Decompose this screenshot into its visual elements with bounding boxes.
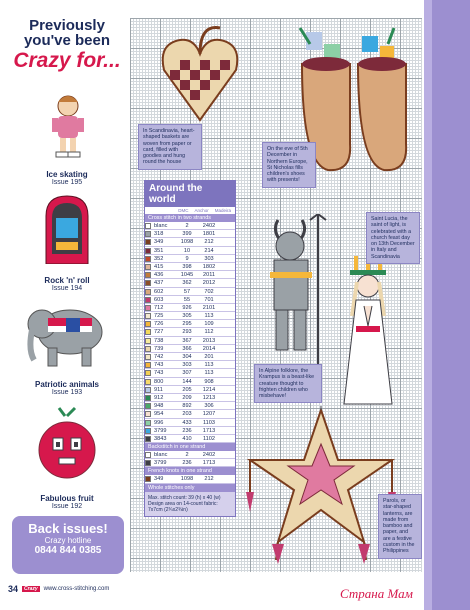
key-row — [145, 419, 235, 427]
sidebar-title-line1: Previously — [29, 17, 105, 34]
key-row — [145, 435, 235, 443]
thread-madeira: 113 — [204, 313, 214, 320]
thread-madeira: 702 — [204, 288, 214, 295]
sidebar-crazy-for: Crazy for... — [13, 49, 121, 72]
sidebar-item-issue: Issue 194 — [51, 285, 83, 292]
key-row — [145, 296, 235, 304]
thread-anchor: 57 — [183, 288, 191, 295]
elephant-image — [26, 300, 108, 370]
thread-anchor: 1098 — [180, 239, 194, 246]
thread-madeira: 109 — [204, 321, 214, 328]
thread-anchor: 2 — [185, 223, 189, 229]
thread-anchor: 205 — [182, 386, 192, 393]
sidebar-item-issue: Issue 195 — [51, 179, 83, 186]
key-row — [145, 222, 235, 230]
thread-dmc: 3843 — [154, 435, 167, 442]
thread-dmc: 996 — [154, 419, 164, 426]
thread-anchor: 305 — [182, 313, 192, 320]
key-row — [145, 312, 235, 320]
thread-swatch — [145, 403, 151, 409]
key-row — [145, 427, 235, 435]
thread-madeira: 908 — [204, 378, 214, 385]
thread-dmc: 725 — [154, 313, 164, 320]
thread-anchor: 433 — [182, 419, 192, 426]
sidebar-item-fabulous-fruit[interactable] — [8, 494, 126, 510]
sidebar-item-name: Patriotic animals — [34, 380, 100, 389]
thread-madeira: 1103 — [202, 419, 216, 426]
thread-dmc: 436 — [154, 272, 164, 279]
key-rows-cross — [145, 222, 235, 443]
thread-dmc: blanc — [154, 223, 168, 229]
thread-madeira: 2402 — [202, 452, 216, 459]
thread-anchor: 10 — [183, 247, 191, 254]
thread-dmc: 727 — [154, 329, 164, 336]
thread-anchor: 295 — [182, 321, 192, 328]
parol-star-motif — [246, 404, 396, 564]
note-heart-baskets: In Scandinavia, heart-shaped baskets are woven from paper or card, filled with goodies and hung round the house — [138, 124, 202, 170]
key-rows-backstitch — [145, 451, 235, 467]
note-st-nicholas: On the eve of 5th December in Northern Europe, St Nicholas fills children's shoes with presents! — [262, 142, 316, 188]
thread-anchor: 892 — [182, 403, 192, 410]
key-row — [145, 230, 235, 238]
thread-swatch — [145, 231, 151, 237]
thread-anchor: 1045 — [180, 272, 194, 279]
thread-dmc: 352 — [154, 255, 164, 262]
thread-madeira: 214 — [204, 247, 214, 254]
thread-madeira: 2013 — [202, 337, 216, 344]
thread-anchor: 926 — [182, 304, 192, 311]
thread-swatch — [145, 338, 151, 344]
thread-swatch — [145, 264, 151, 270]
thread-anchor: 9 — [185, 255, 189, 262]
thread-madeira: 112 — [204, 329, 214, 336]
thread-swatch — [145, 362, 151, 368]
jukebox-image — [42, 194, 92, 264]
thread-swatch — [145, 256, 151, 262]
thread-swatch — [145, 313, 151, 319]
thread-dmc: 437 — [154, 280, 164, 287]
sidebar-title-line2: you've been — [23, 32, 111, 49]
legend-anchor: Anchor — [194, 208, 209, 213]
thread-madeira: 212 — [204, 476, 214, 483]
key-row — [145, 361, 235, 369]
thread-swatch — [145, 297, 151, 303]
krampus-motif — [262, 214, 332, 364]
crazy-logo: Crazy — [24, 586, 38, 592]
thread-madeira: 113 — [204, 370, 214, 377]
thread-madeira: 113 — [204, 362, 214, 369]
thread-key — [144, 180, 236, 517]
sidebar — [8, 18, 126, 580]
saint-lucia-motif — [338, 256, 398, 406]
thread-madeira: 1207 — [202, 411, 216, 418]
thread-anchor: 209 — [182, 394, 192, 401]
thread-madeira: 1213 — [202, 394, 216, 401]
key-row — [145, 378, 235, 386]
thread-swatch — [145, 346, 151, 352]
thread-madeira: 201 — [204, 354, 214, 360]
key-row — [145, 255, 235, 263]
key-row — [145, 402, 235, 410]
thread-anchor: 304 — [182, 354, 192, 360]
thread-swatch — [145, 280, 151, 286]
key-row — [145, 320, 235, 328]
thread-dmc: 318 — [154, 231, 164, 238]
key-row — [145, 353, 235, 361]
thread-dmc: 603 — [154, 296, 164, 303]
key-row — [145, 369, 235, 377]
thread-swatch — [145, 460, 151, 466]
thread-anchor: 236 — [182, 427, 192, 434]
thread-swatch — [145, 289, 151, 295]
heart-basket-motif — [160, 24, 242, 124]
sidebar-item-issue: Issue 192 — [51, 503, 83, 510]
thread-swatch — [145, 411, 151, 417]
thread-dmc: 954 — [154, 411, 164, 418]
thread-madeira: 2101 — [202, 304, 216, 311]
key-row — [145, 263, 235, 271]
thread-madeira: 2014 — [202, 345, 216, 352]
sidebar-item-rock-n-roll[interactable] — [8, 276, 126, 292]
thread-dmc: 349 — [154, 239, 164, 246]
key-row — [145, 394, 235, 402]
thread-swatch — [145, 452, 151, 458]
thread-anchor: 293 — [182, 329, 192, 336]
thread-anchor: 203 — [182, 411, 192, 418]
thread-anchor: 398 — [182, 263, 192, 270]
thread-madeira: 701 — [204, 296, 214, 303]
key-row — [145, 328, 235, 336]
thread-madeira: 212 — [204, 239, 214, 246]
thread-swatch — [145, 354, 151, 360]
sidebar-item-name: Ice skating — [46, 170, 88, 179]
thread-dmc: 415 — [154, 263, 164, 270]
legend-madeira: Madeira — [214, 208, 231, 213]
back-issues-title: Back issues! — [28, 521, 108, 536]
thread-madeira: 2012 — [202, 280, 216, 287]
page-edge-inner — [424, 0, 432, 610]
key-row — [145, 386, 235, 394]
thread-dmc: 738 — [154, 337, 164, 344]
thread-anchor: 367 — [182, 337, 192, 344]
note-parol: Parols, or star-shaped lanterns, are made from bamboo and paper, and are a festive custom in the Philippines — [378, 494, 422, 559]
thread-dmc: 3799 — [154, 460, 167, 467]
key-section-whole: Whole stitches only — [145, 484, 235, 492]
back-issues-hotline: Crazy hotline — [44, 536, 92, 545]
thread-swatch — [145, 305, 151, 311]
thread-anchor: 1098 — [180, 476, 194, 483]
thread-dmc: 743 — [154, 370, 164, 377]
thread-anchor: 410 — [182, 435, 192, 442]
raspberry-image — [35, 406, 99, 486]
thread-dmc: 800 — [154, 378, 164, 385]
thread-swatch — [145, 476, 151, 482]
thread-madeira: 1713 — [202, 427, 216, 434]
thread-dmc: 912 — [154, 394, 164, 401]
page-footer — [8, 584, 109, 594]
sidebar-item-ice-skating[interactable] — [8, 170, 126, 186]
key-row — [145, 475, 235, 483]
thread-madeira: 303 — [204, 255, 214, 262]
key-rows-french — [145, 475, 235, 483]
sidebar-item-name: Rock 'n' roll — [44, 276, 90, 285]
thread-anchor: 144 — [182, 378, 192, 385]
thread-swatch — [145, 387, 151, 393]
thread-dmc: 351 — [154, 247, 164, 254]
thread-madeira: 1713 — [202, 460, 216, 467]
note-saint-lucia: Saint Lucia, the saint of light, is celebrated with a church feast day on 13th December in Italy and Scandinavia — [366, 212, 420, 264]
legend-dmc: DMC — [178, 208, 189, 213]
thread-dmc: 911 — [154, 386, 163, 393]
thread-madeira: 306 — [204, 403, 214, 410]
key-footer: Max. stitch count: 39 (h) x 40 (w) Design area on 14-count fabric: 7x7cm (2¾x2¾in) — [145, 492, 235, 516]
key-row — [145, 279, 235, 287]
back-issues-box[interactable] — [12, 516, 124, 574]
thread-swatch — [145, 436, 151, 442]
thread-anchor: 2 — [185, 452, 189, 459]
key-section-french: French knots in one strand — [145, 467, 235, 475]
thread-swatch — [145, 239, 151, 245]
thread-swatch — [145, 379, 151, 385]
thread-dmc: 742 — [154, 354, 164, 360]
sidebar-item-issue: Issue 193 — [51, 389, 83, 396]
key-section-backstitch: Backstitch in one strand — [145, 443, 235, 451]
thread-swatch — [145, 395, 151, 401]
key-row — [145, 271, 235, 279]
thread-dmc: 739 — [154, 345, 164, 352]
thread-dmc: 712 — [154, 304, 164, 311]
thread-dmc: 3799 — [154, 427, 167, 434]
thread-madeira: 2011 — [202, 272, 216, 279]
note-krampus: In Alpine folklore, the Krampus is a beast-like creature thought to frighten children who misbehave! — [254, 364, 322, 403]
sidebar-item-patriotic-animals[interactable] — [8, 380, 126, 396]
key-row — [145, 288, 235, 296]
watermark: Страна Мам — [340, 586, 413, 601]
thread-dmc: 743 — [154, 362, 164, 369]
key-row — [145, 451, 235, 459]
thread-dmc: 349 — [154, 476, 164, 483]
page-number: 34 — [8, 584, 19, 594]
thread-anchor: 55 — [183, 296, 191, 303]
sidebar-item-name: Fabulous fruit — [40, 494, 94, 503]
thread-swatch — [145, 272, 151, 278]
key-title: Around the world — [145, 181, 235, 207]
thread-madeira: 1214 — [202, 386, 216, 393]
thread-dmc: 948 — [154, 403, 164, 410]
thread-swatch — [145, 248, 151, 254]
thread-anchor: 303 — [182, 362, 192, 369]
thread-dmc: 602 — [154, 288, 164, 295]
key-row — [145, 238, 235, 246]
thread-swatch — [145, 329, 151, 335]
thread-swatch — [145, 370, 151, 376]
key-legend — [145, 207, 235, 214]
key-row — [145, 459, 235, 467]
thread-dmc: 726 — [154, 321, 164, 328]
thread-swatch — [145, 223, 151, 229]
key-row — [145, 410, 235, 418]
thread-madeira: 1802 — [202, 263, 216, 270]
thread-madeira: 1102 — [202, 435, 216, 442]
thread-dmc: blanc — [154, 452, 168, 459]
back-issues-phone: 0844 844 0385 — [34, 545, 102, 556]
thread-anchor: 399 — [182, 231, 192, 238]
thread-anchor: 366 — [182, 345, 192, 352]
thread-anchor: 307 — [182, 370, 192, 377]
thread-madeira: 2402 — [202, 223, 216, 229]
key-row — [145, 247, 235, 255]
thread-swatch — [145, 321, 151, 327]
thread-swatch — [145, 428, 151, 434]
key-row — [145, 337, 235, 345]
thread-anchor: 236 — [182, 460, 192, 467]
key-section-cross: Cross stitch in two strands — [145, 214, 235, 222]
ice-skater-image — [38, 92, 98, 162]
key-row — [145, 345, 235, 353]
thread-madeira: 1801 — [202, 231, 216, 238]
thread-swatch — [145, 420, 151, 426]
footer-url[interactable]: www.cross-stitching.com — [43, 586, 110, 592]
thread-anchor: 362 — [182, 280, 192, 287]
key-row — [145, 304, 235, 312]
